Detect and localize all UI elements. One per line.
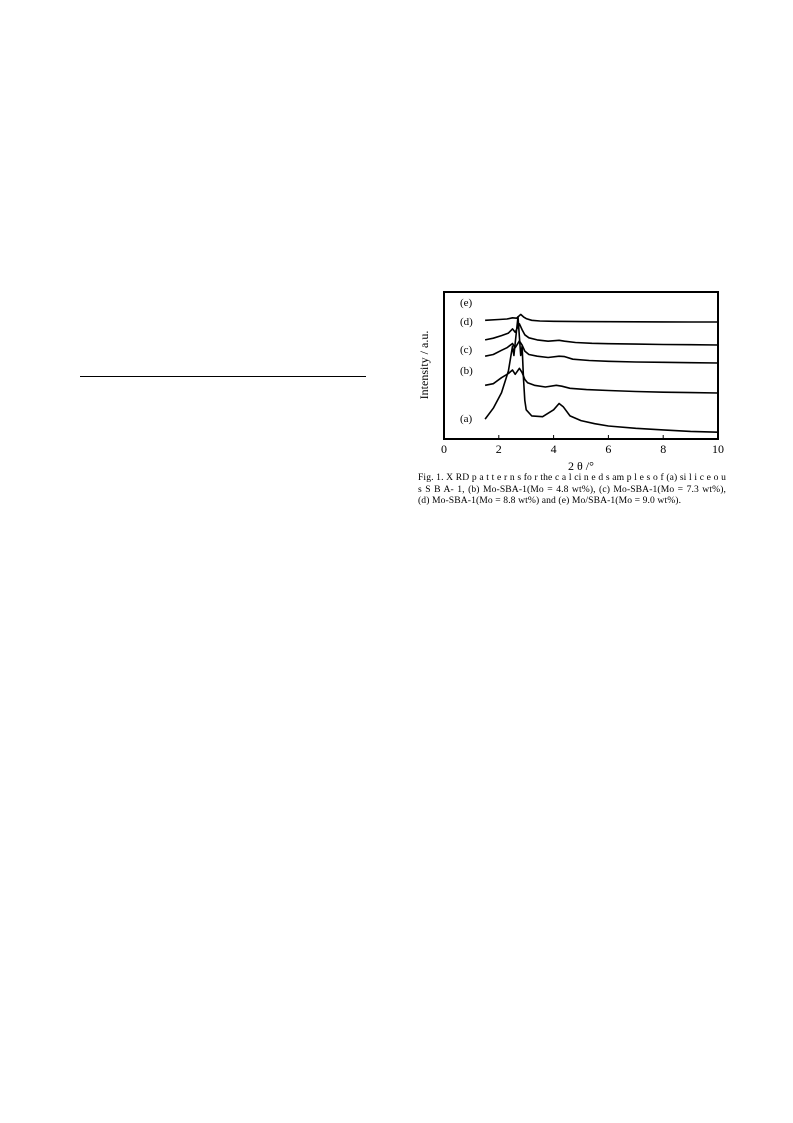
x-tick-label: 2 — [495, 442, 502, 456]
curve-label-d: (d) — [460, 316, 473, 328]
x-tick-label: 4 — [550, 442, 557, 456]
x-tick-label: 8 — [660, 442, 667, 456]
x-tick-label: 0 — [441, 442, 447, 456]
x-tick-label: 6 — [605, 442, 612, 456]
curve-labels — [460, 297, 473, 425]
x-tick-label: 10 — [712, 442, 724, 456]
xrd-curve-e — [485, 314, 718, 322]
figure-caption: Fig. 1. X RD p a t t e r n s fo r the c a l ci n e d s am p l e s o f (a) si l i c e o u s S B A- 1, (b) Mo-SBA-1(Mo = 4.8 wt%), (c) Mo-SBA-1(Mo = 7.3 wt%), (d) Mo-SBA-1(Mo = 8.8 wt%) and (e) Mo/SBA-1(Mo = 9.0 wt%). — [418, 472, 726, 507]
xrd-curve-b — [485, 368, 718, 393]
curve-label-a: (a) — [460, 413, 473, 425]
curve-label-b: (b) — [460, 365, 473, 377]
xrd-chart — [410, 285, 740, 475]
y-axis-label: Intensity / a.u. — [417, 330, 431, 400]
curve-label-e: (e) — [460, 297, 473, 309]
xrd-figure — [410, 285, 740, 475]
xrd-curve-a — [485, 317, 718, 432]
x-axis-label: 2 θ /° — [568, 459, 594, 473]
plot-frame — [444, 292, 718, 439]
section-divider-rule — [80, 376, 366, 377]
curve-label-c: (c) — [460, 344, 473, 356]
xrd-curves — [485, 314, 718, 432]
